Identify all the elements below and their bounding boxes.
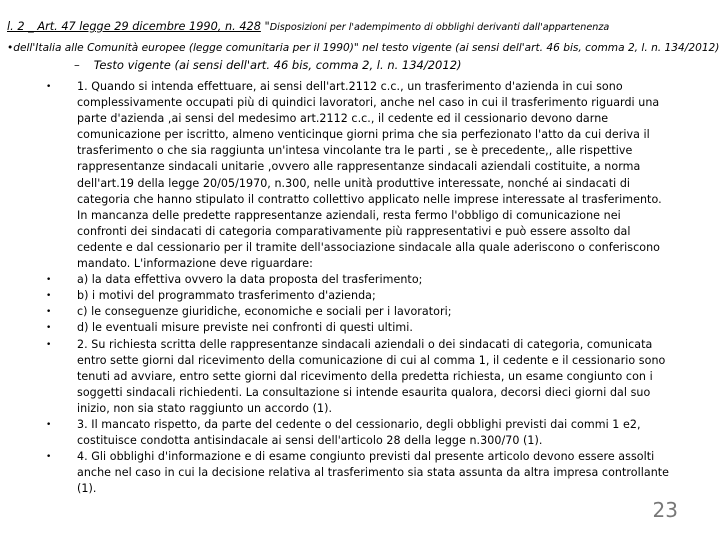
document-header bbox=[7, 17, 720, 58]
bullet: • bbox=[46, 275, 52, 286]
list-item bbox=[46, 79, 686, 272]
list-item bbox=[46, 337, 686, 417]
point-a: a) la data effettiva ovvero la data proposta del trasferimento; bbox=[77, 273, 423, 287]
list-item bbox=[46, 320, 686, 336]
list-item bbox=[46, 304, 686, 320]
article-body bbox=[46, 79, 686, 497]
list-item bbox=[46, 272, 686, 288]
header-line-1 bbox=[7, 17, 715, 38]
list-item bbox=[46, 288, 686, 304]
law-reference: l. 2 _ Art. 47 legge 29 dicembre 1990, n. 428 bbox=[7, 20, 261, 33]
page-number: 23 bbox=[652, 498, 678, 522]
paragraph-comma-2: 2. Su richiesta scritta delle rappresentanze sindacali aziendali o dei sindacati di categoria, comunicata entro sette giorni dal ricevimento della comunicazione di cui al comma 1, il cedente e il cessionario sono tenuti ad avviare, entro sette giorni dal ricevimento della predetta richiesta, un esame congiunto con i soggetti sindacali richiedenti. La consultazione si intende esaurita qualora, decorsi dieci giorni dal suo inizio, non sia stato raggiunto un accordo (1). bbox=[77, 337, 666, 415]
header-line-2 bbox=[7, 38, 720, 58]
quote-mark: " bbox=[264, 20, 270, 33]
point-b: b) i motivi del programmato trasferimento d'azienda; bbox=[77, 289, 376, 303]
bullet: • bbox=[46, 419, 52, 430]
bullet: • bbox=[46, 291, 52, 302]
list-item bbox=[46, 449, 686, 497]
header-bullet: • bbox=[7, 42, 14, 54]
law-title-end: dell'Italia alle Comunità europee (legge comunitaria per il 1990)" nel testo vigente (ai sensi dell'art. 46 bis, comma 2, l. n. 134/2012) bbox=[13, 42, 720, 54]
subheading-dash: – bbox=[74, 58, 80, 72]
law-title-start: Disposizioni per l'adempimento di obblighi derivanti dall'appartenenza bbox=[269, 22, 610, 33]
subheading bbox=[74, 58, 462, 72]
bullet: • bbox=[46, 307, 52, 318]
point-c: c) le conseguenze giuridiche, economiche e sociali per i lavoratori; bbox=[77, 305, 452, 319]
paragraph-comma-1: 1. Quando si intenda effettuare, ai sensi dell'art.2112 c.c., un trasferimento d'azienda in cui sono complessivamente occupati più di quindici lavoratori, anche nel caso in cui il trasferimento riguardi una parte d'azienda ,ai sensi del medesimo art.2112 c.c., il cedente ed il cessionario devono darne comunicazione per iscritto, almeno venticinque giorni prima che sia perfezionato l'atto da cui deriva il trasferimento o che sia raggiunta un'intesa vincolante tra le parti , se è precedente,, alle rispettive rappresentanze sindacali unitarie ,ovvero alle rappresentanze sindacali aziendali costituite, a norma dell'art.19 della legge 20/05/1970, n.300, nelle unità produttive interessate, nonché ai sindacati di categoria che hanno stipulato il contratto collettivo applicato nelle imprese interessate al trasferimento. In mancanza delle predette rappresentanze aziendali, resta fermo l'obbligo di comunicazione nei confronti dei sindacati di categoria comparativamente più rappresentativi e può essere assolto dal cedente e dal cessionario per il tramite dell'associazione sindacale alla quale aderiscono o conferiscono mandato. L'informazione deve riguardare: bbox=[77, 80, 662, 271]
bullet: • bbox=[46, 452, 52, 463]
paragraph-comma-4: 4. Gli obblighi d'informazione e di esame congiunto previsti dal presente articolo devono essere assolti anche nel caso in cui la decisione relativa al trasferimento sia stata assunta da altra impresa controllante (1). bbox=[77, 450, 670, 496]
point-d: d) le eventuali misure previste nei confronti di questi ultimi. bbox=[77, 321, 413, 335]
list-item bbox=[46, 417, 686, 449]
bullet: • bbox=[46, 323, 52, 334]
subheading-text: Testo vigente (ai sensi dell'art. 46 bis, comma 2, l. n. 134/2012) bbox=[93, 58, 462, 72]
bullet: • bbox=[46, 339, 52, 350]
bullet: • bbox=[46, 82, 52, 92]
paragraph-comma-3: 3. Il mancato rispetto, da parte del cedente o del cessionario, degli obblighi previsti dai commi 1 e2, costituisce condotta antisindacale ai sensi dell'articolo 28 della legge n.300/70 (1). bbox=[77, 417, 641, 448]
